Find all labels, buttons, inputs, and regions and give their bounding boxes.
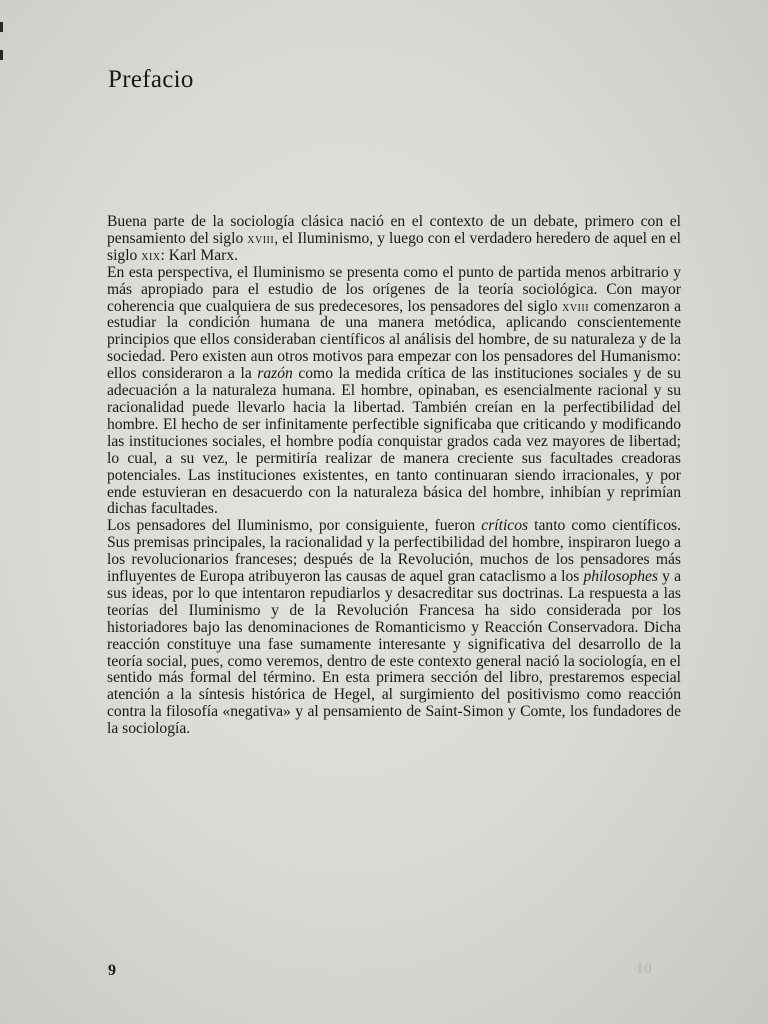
page-edge-mark xyxy=(0,22,3,32)
page-number: 9 xyxy=(108,962,116,979)
text-run: Los pensadores del Iluminismo, por consiguiente, fueron xyxy=(107,517,482,535)
text-run: como la medida crítica de las instituciones sociales y de su adecuación a la naturaleza humana. El hombre, opinaban, es esencialmente racional y su racionalidad puede llevarlo hacia la libertad. También creían en la perfectibilidad del hombre. El hecho de ser infinitamente perfectible significaba que criticando y modificando las instituciones sociales, el hombre podía conquistar grados cada vez mayores de libertad; lo cual, a su vez, le permitiría realizar de manera creciente sus facultades creadoras potenciales. Las instituciones existentes, en tanto continuaran siendo irracionales, y por ende estuvieran en desacuerdo con la naturaleza básica del hombre, inhibían y reprimían dichas facultades. xyxy=(107,365,681,518)
paragraph xyxy=(107,265,681,519)
text-run: tanto como científicos. Sus premisas principales, la racionalidad y la perfectibilidad del hombre, inspiraron luego a los revolucionarios franceses; después de la Revolución, muchos de los pensadores más influyentes de Europa atribuyeron las causas de aquel gran cataclismo a los xyxy=(107,517,681,586)
bleed-through-page-number: 10 xyxy=(636,960,652,977)
paragraph xyxy=(107,214,681,265)
italic-term: razón xyxy=(257,365,293,383)
roman-numeral: xviii xyxy=(562,298,590,315)
roman-numeral: xix xyxy=(141,247,161,264)
text-run: En esta perspectiva, el Iluminismo se presenta como el punto de partida menos arbitrario y más apropiado para el estudio de los orígenes de la teoría sociológica. Con mayor coherencia que cualquiera de sus predecesores, los pensadores del siglo xyxy=(107,263,681,315)
page-edge-mark xyxy=(0,50,3,60)
text-run: y a sus ideas, por lo que intentaron repudiarlos y desacreditar sus doctrinas. La respuesta a las teorías del Iluminismo y de la Revolución Francesa ha sido considerada por los historiadores bajo las denominaciones de Romanticismo y Reacción Conservadora. Dicha reacción constituye una fase sumamente interesante y significativa del desarrollo de la teoría social, pues, como veremos, dentro de este contexto general nació la sociología, en el sentido más formal del término. En esta primera sección del libro, prestaremos especial atención a la síntesis histórica de Hegel, al surgimiento del positivismo como reacción contra la filosofía «negativa» y al pensamiento de Saint-Simon y Comte, los fundadores de la sociología. xyxy=(107,568,681,738)
body-text xyxy=(107,214,681,738)
italic-term: críticos xyxy=(481,517,529,535)
text-run: : Karl Marx. xyxy=(160,246,239,264)
roman-numeral: xviii xyxy=(247,230,275,247)
text-run: Buena parte de la sociología clásica nació en el contexto de un debate, primero con el pensamiento del siglo xyxy=(107,213,681,247)
text-run: comenzaron a estudiar la condición humana de una manera metódica, aplicando conscientemente principios que ellos consideraban científicos al análisis del hombre, de su naturaleza y de la sociedad. Pero existen aun otros motivos para empezar con los pensadores del Humanismo: ellos consideraron a la xyxy=(107,297,681,383)
italic-term: philosophes xyxy=(583,568,659,586)
text-run: , el Iluminismo, y luego con el verdadero heredero de aquel en el siglo xyxy=(107,229,681,264)
chapter-title: Prefacio xyxy=(108,66,194,93)
paragraph xyxy=(107,518,681,738)
